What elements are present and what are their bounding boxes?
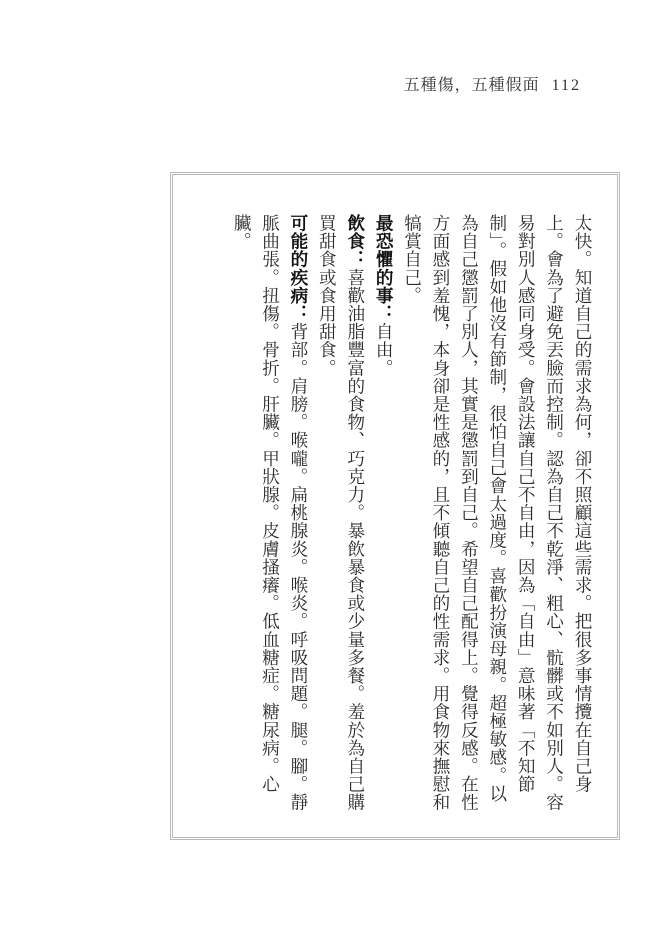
- fear-paragraph: [369, 214, 397, 814]
- fear-label: 最恐懼的事：: [373, 214, 394, 323]
- running-title: 五種傷，五種假面: [403, 75, 540, 94]
- diet-text: 喜歡油脂豐富的食物、巧克力。暴飲暴食或少量多餐。羞於為自己購買甜食或食用甜食。: [316, 214, 365, 812]
- body-text: [190, 214, 596, 814]
- diet-paragraph: [312, 214, 369, 814]
- diseases-text: 背部。肩膀。喉嚨。扁桃腺炎。喉炎。呼吸問題。腿。腳。靜脈曲張。扭傷。骨折。肝臟。甲狀腺。皮膚搔癢。低血糖症。糖尿病。心臟。: [231, 214, 308, 812]
- page-number: 112: [551, 77, 581, 94]
- diet-label: 飲食：: [344, 214, 365, 269]
- diseases-label: 可能的疾病：: [287, 214, 308, 323]
- running-head: [404, 72, 581, 95]
- diseases-paragraph: [227, 214, 312, 814]
- fear-text: 自由。: [373, 322, 394, 377]
- paragraph-continuation: 太快。知道自己的需求為何，卻不照顧這些需求。把很多事情攬在自己身上。會為了避免丟臉而控制。認為自己不乾淨、粗心、骯髒或不如別人。容易對別人感同身受。會設法讓自己不自由，因為「自由」意味著「不知節制」。假如他沒有節制，很怕自己會太過度。喜歡扮演母親。超極敏感。以為自己懲罰了別人，其實是懲罰到自己。希望自己配得上。覺得反感。在性方面感到羞愧，本身卻是性感的，且不傾聽自己的性需求。用食物來撫慰和犒賞自己。: [401, 214, 592, 812]
